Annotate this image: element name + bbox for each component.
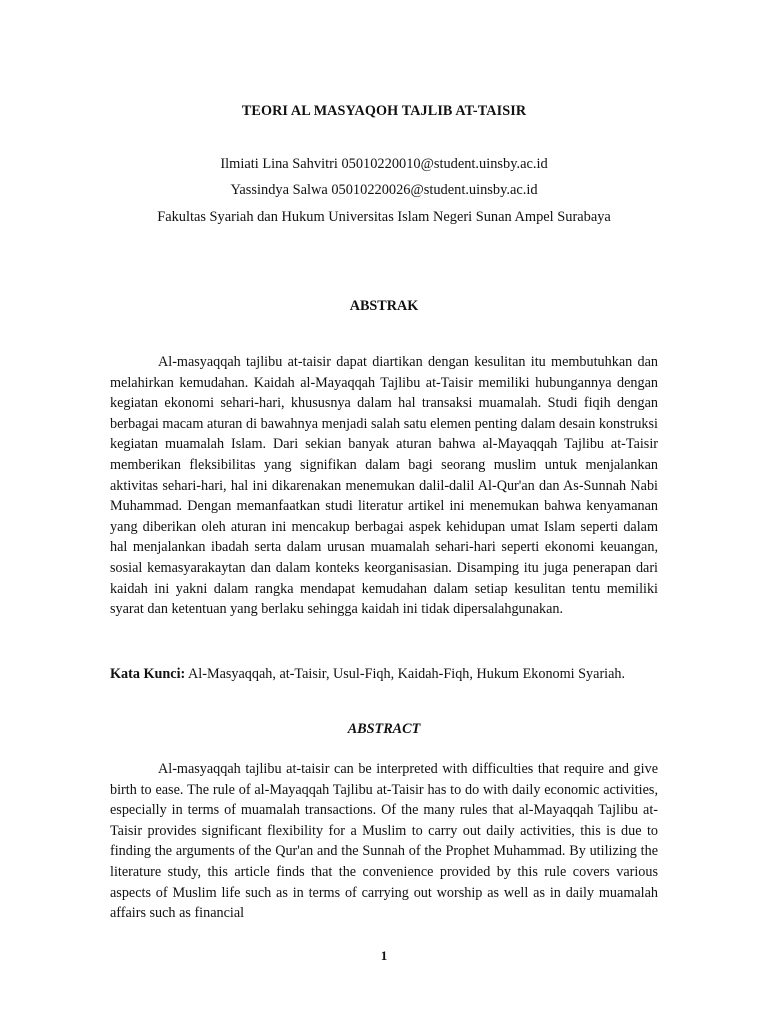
keywords-text: Al-Masyaqqah, at-Taisir, Usul-Fiqh, Kaidah-Fiqh, Hukum Ekonomi Syariah. [185, 666, 626, 682]
abstrak-body: Al-masyaqqah tajlibu at-taisir dapat diartikan dengan kesulitan itu membutuhkan dan melahirkan kemudahan. Kaidah al-Mayaqqah Tajlibu at-Taisir memiliki hubungannya dengan kegiatan ekonomi sehari-hari, khususnya dalam hal transaksi muamalah. Studi fiqih dengan berbagai macam aturan di bawahnya menjadi salah satu elemen penting dalam desain konstruksi kegiatan muamalah Islam. Dari sekian banyak aturan bahwa al-Mayaqqah Tajlibu at-Taisir memberikan fleksibilitas yang signifikan dalam bagi seorang muslim untuk menjalankan aktivitas sehari-hari, hal ini dikarenakan menemukan dalil-dalil Al-Qur'an dan As-Sunnah Nabi Muhammad. Dengan memanfaatkan studi literatur artikel ini menemukan bahwa kenyamanan yang diberikan oleh aturan ini mencakup berbagai aspek kehidupan umat Islam seperti dalam hal menjalankan ibadah serta dalam urusan muamalah sehari-hari seperti ekonomi keuangan, sosial kemasyarakaytan dan dalam konteks keorganisasian. Disamping itu juga penerapan dari kaidah ini yakni dalam rangka mendapat kemudahan dalam setiap kesulitan tentu memiliki syarat dan ketentuan yang berlaku sehingga kaidah ini tidak dipersalahgunakan. [110, 354, 658, 618]
abstrak-heading: ABSTRAK [349, 298, 419, 314]
abstract-body: Al-masyaqqah tajlibu at-taisir can be interpreted with difficulties that require and give birth to ease. The rule of al-Mayaqqah Tajlibu at-Taisir has to do with daily economic activities, especially in terms of muamalah transactions. Of the many rules that al-Mayaqqah Tajlibu at-Taisir provides significant flexibility for a Muslim to carry out daily activities, this is due to finding the arguments of the Qur'an and the Sunnah of the Prophet Muhammad. By utilizing the literature study, this article finds that the convenience provided by this rule covers various aspects of Muslim life such as in terms of carrying out worship as well as in daily muamalah affairs such as financial [110, 761, 658, 922]
author-1: Ilmiati Lina Sahvitri 05010220010@student.uinsby.ac.id [220, 156, 548, 172]
page-number: 1 [380, 948, 388, 963]
keywords [110, 664, 658, 685]
paper-title: TEORI AL MASYAQOH TAJLIB AT-TAISIR [241, 103, 527, 119]
abstract-heading: ABSTRACT [347, 721, 421, 737]
author-2: Yassindya Salwa 05010220026@student.uinsby.ac.id [230, 182, 538, 198]
keywords-label: Kata Kunci: [110, 666, 186, 682]
affiliation: Fakultas Syariah dan Hukum Universitas Islam Negeri Sunan Ampel Surabaya [157, 209, 611, 225]
